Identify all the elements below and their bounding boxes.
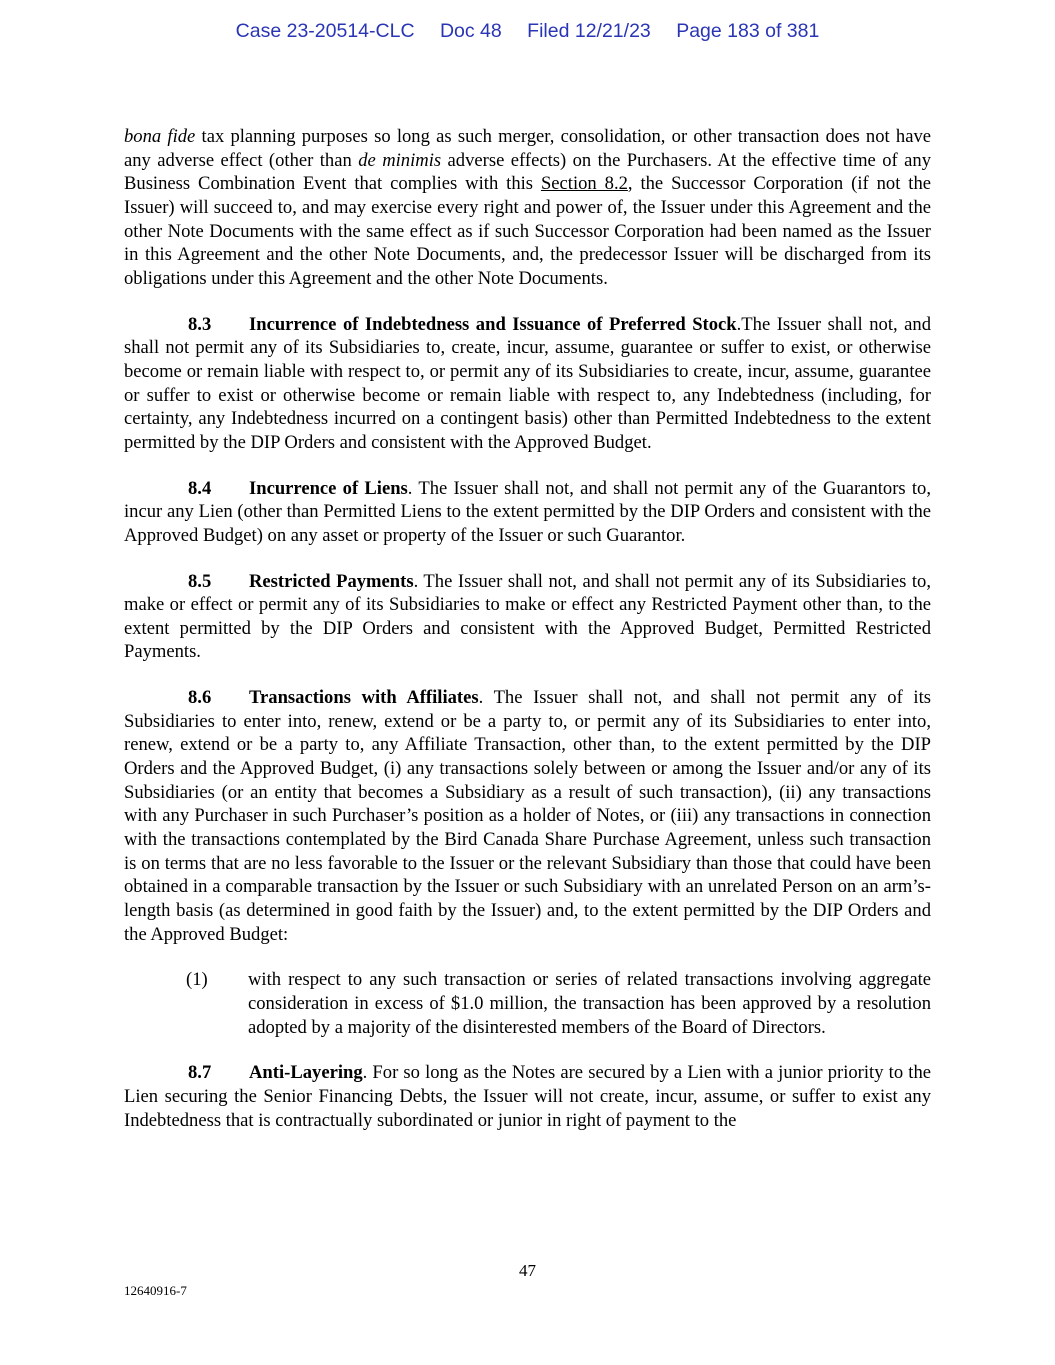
sub-item-1 (124, 968, 931, 1039)
page-count: Page 183 of 381 (676, 20, 820, 42)
section-8-6 (124, 686, 931, 946)
section-body: . The Issuer shall not, and shall not permit any of its Subsidiaries to enter into, renew, extend or be a party to, or permit any of its Subsidiaries to enter into, renew, extend or be a party to, any Affiliate Transaction, other than, to the extent permitted by the DIP Orders and the Approved Budget, (i) any transactions solely between or among the Issuer and/or any of its Subsidiaries (or an entity that becomes a Subsidiary as a result of such transaction), (ii) any transactions with any Purchaser in such Purchaser’s position as a holder of Notes, or (iii) any transactions in connection with the transactions contemplated by the Bird Canada Share Purchase Agreement, unless such transaction is on terms that are no less favorable to the Issuer or the relevant Subsidiary than those that could have been obtained in a comparable transaction by the Issuer or such Subsidiary with an unrelated Person on an arm’s-length basis (as determined in good faith by the Issuer) and, to the extent permitted by the DIP Orders and the Approved Budget: (124, 687, 931, 945)
italic-term: bona fide (124, 126, 196, 147)
section-body: . The Issuer shall not, and shall not permit any of its Subsidiaries to, make or effect or permit any of its Subsidiaries to make or effect any Restricted Payment other than, to the extent permitted by the DIP Orders and consistent with the Approved Budget, Permitted Restricted Payments. (124, 570, 931, 663)
text-run: adverse effects) on the Purchasers. At the effective time of any Business Combination Event that complies with this (124, 149, 931, 195)
continuation-paragraph (124, 125, 931, 291)
section-heading: Restricted Payments (249, 570, 414, 592)
section-8-3 (124, 313, 931, 455)
document-body (124, 125, 931, 1154)
document-id: 12640916-7 (124, 1283, 187, 1298)
section-number: 8.6 (188, 687, 212, 709)
court-filing-header (0, 20, 1055, 43)
filed-date: Filed 12/21/23 (527, 20, 651, 42)
section-number: 8.3 (188, 313, 212, 335)
section-8-7 (124, 1061, 931, 1132)
section-heading: Incurrence of Liens (249, 477, 408, 499)
section-heading: Anti-Layering (249, 1062, 363, 1084)
section-8-5 (124, 570, 931, 665)
italic-term: de minimis (358, 149, 442, 171)
section-number: 8.4 (188, 477, 212, 499)
doc-number: Doc 48 (439, 20, 502, 42)
text-run: tax planning purposes so long as such merger, consolidation, or other transaction does not have any adverse effect (other than (124, 126, 931, 171)
section-heading: Transactions with Affiliates (249, 687, 479, 709)
section-number: 8.7 (188, 1062, 212, 1084)
section-heading: Incurrence of Indebtedness and Issuance of Preferred Stock (249, 313, 737, 335)
section-number: 8.5 (188, 570, 212, 592)
section-body: .The Issuer shall not, and shall not permit any of its Subsidiaries to, create, incur, assume, guarantee or suffer to exist, or otherwise become or remain liable with respect to, or permit any of its Subsidiaries to create, incur, assume, guarantee or suffer to exist or otherwise become or remain liable with respect to, any Indebtedness (including, for certainty, any Indebtedness incurred on a contingent basis) other than Permitted Indebtedness to the extent permitted by the DIP Orders and consistent with the Approved Budget. (124, 313, 931, 453)
case-number: Case 23-20514-CLC (235, 20, 415, 42)
section-body: . For so long as the Notes are secured by a Lien with a junior priority to the Lien securing the Senior Financing Debts, the Issuer will not create, incur, assume, or suffer to exist any Indebtedness that is contractually subordinated or junior in right of payment to the (124, 1062, 931, 1131)
page-number: 47 (519, 1261, 536, 1280)
section-8-4 (124, 477, 931, 548)
section-body: . The Issuer shall not, and shall not permit any of the Guarantors to, incur any Lien (other than Permitted Liens to the extent permitted by the DIP Orders and consistent with the Approved Budget) on any asset or property of the Issuer or such Guarantor. (124, 477, 931, 546)
sub-item-text: with respect to any such transaction or series of related transactions involving aggregate consideration in excess of $1.0 million, the transaction has been approved by a resolution adopted by a majority of the disinterested members of the Board of Directors. (248, 969, 931, 1038)
sub-item-number: (1) (186, 969, 208, 991)
text-run: , the Successor Corporation (if not the Issuer) will succeed to, and may exercise every right and power of, the Issuer under this Agreement and the other Note Documents with the same effect as if such Successor Corporation had been named as the Issuer in this Agreement and the other Note Documents, and, the predecessor Issuer will be discharged from its obligations under this Agreement and the other Note Documents. (124, 173, 931, 289)
section-reference: Section 8.2 (540, 173, 628, 195)
